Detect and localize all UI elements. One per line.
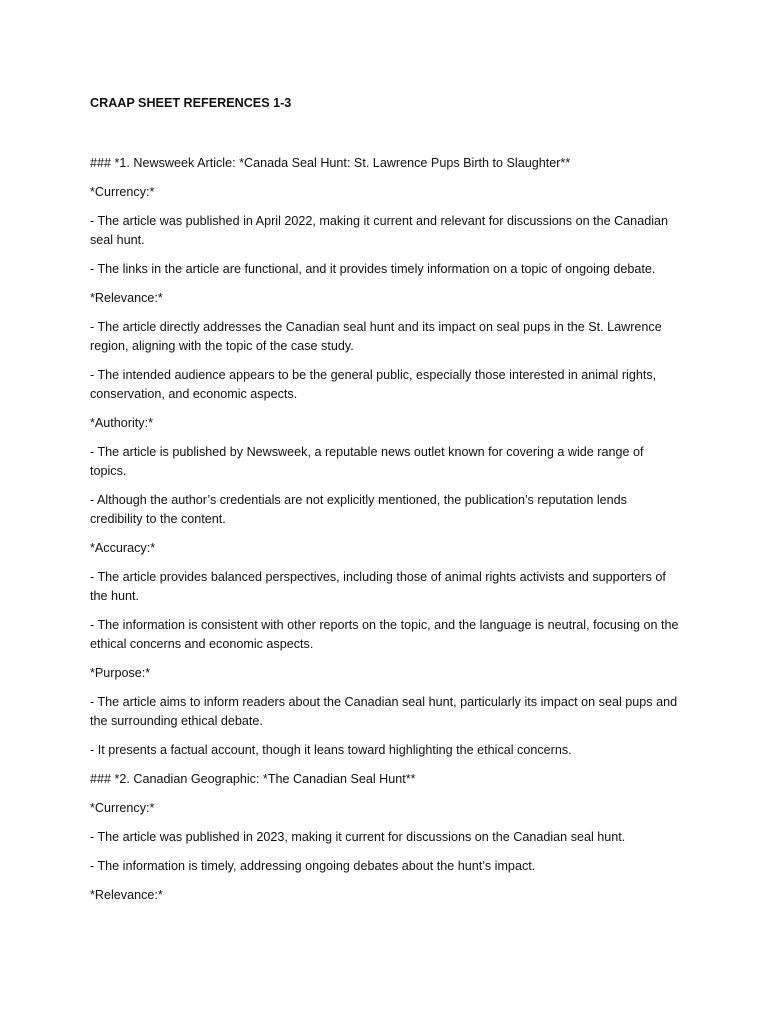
paragraph: - The intended audience appears to be the general public, especially those interested in animal rights, conservation, and economic aspects. (90, 368, 657, 401)
paragraph: - The article aims to inform readers about the Canadian seal hunt, particularly its impact on seal pups and the surrounding ethical debate. (90, 695, 678, 728)
paragraph: - The article directly addresses the Canadian seal hunt and its impact on seal pups in the St. Lawrence region, aligning with the topic of the case study. (90, 320, 662, 353)
criterion-label-currency: *Currency:* (90, 185, 155, 199)
document-page (90, 94, 680, 915)
criterion-label-currency: *Currency:* (90, 801, 155, 815)
criterion-label-relevance: *Relevance:* (90, 888, 163, 902)
paragraph: - Although the author’s credentials are not explicitly mentioned, the publication’s reputation lends credibility to the content. (90, 493, 627, 526)
paragraph: - The article is published by Newsweek, a reputable news outlet known for covering a wide range of topics. (90, 445, 644, 478)
criterion-label-accuracy: *Accuracy:* (90, 541, 156, 555)
section-heading-newsweek: ### *1. Newsweek Article: *Canada Seal Hunt: St. Lawrence Pups Birth to Slaughter** (90, 156, 571, 170)
criterion-label-purpose: *Purpose:* (90, 666, 151, 680)
paragraph: - The article was published in 2023, making it current for discussions on the Canadian seal hunt. (90, 830, 626, 844)
section-heading-canadian-geographic: ### *2. Canadian Geographic: *The Canadian Seal Hunt** (90, 772, 416, 786)
criterion-label-relevance: *Relevance:* (90, 291, 163, 305)
paragraph: - The article provides balanced perspectives, including those of animal rights activists and supporters of the hunt. (90, 570, 666, 603)
paragraph: - It presents a factual account, though it leans toward highlighting the ethical concerns. (90, 743, 572, 757)
paragraph: - The information is timely, addressing ongoing debates about the hunt’s impact. (90, 859, 536, 873)
paragraph: - The article was published in April 2022, making it current and relevant for discussions on the Canadian seal hunt. (90, 214, 669, 247)
criterion-label-authority: *Authority:* (90, 416, 153, 430)
paragraph: - The links in the article are functional, and it provides timely information on a topic of ongoing debate. (90, 262, 656, 276)
paragraph: - The information is consistent with other reports on the topic, and the language is neutral, focusing on the ethical concerns and economic aspects. (90, 618, 679, 651)
document-title: CRAAP SHEET REFERENCES 1-3 (90, 96, 292, 110)
